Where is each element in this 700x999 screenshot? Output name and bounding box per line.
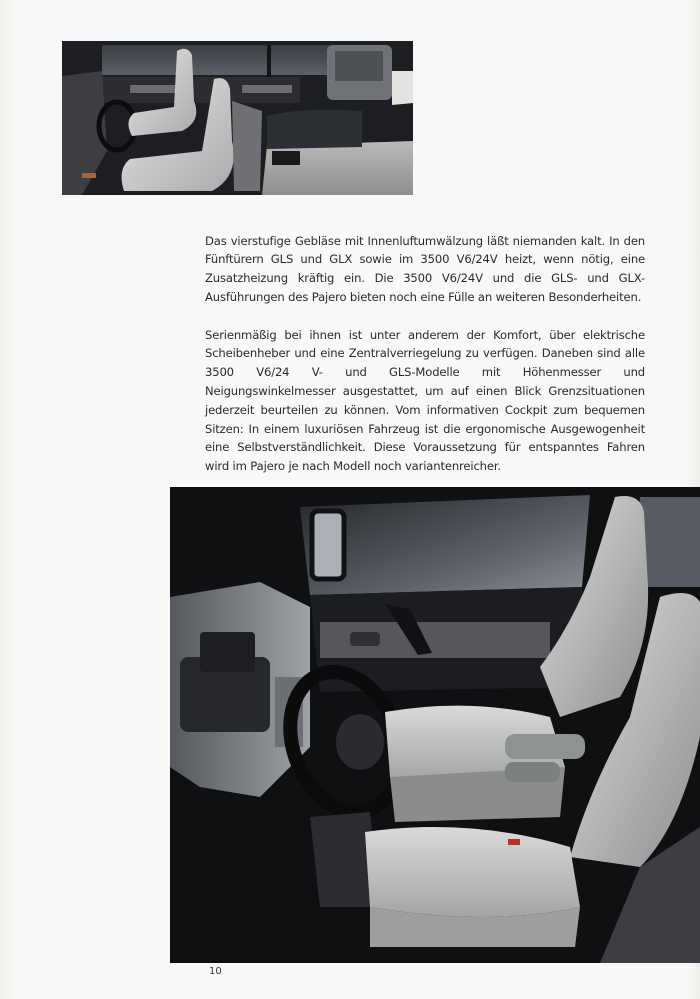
interior-side-photo	[62, 41, 413, 195]
paragraph-equipment: Serienmäßig bei ihnen ist unter anderem der Komfort, über elektrische Scheibenheber und eine Zentralverriegelung zu verfügen. Daneben sind alle 3500 V6/24 V- und GLS-Modelle mit Höhenmesser und Neigungswinkelmesser ausgestattet, um auf einen Blick Grenzsituationen jederzeit beurteilen zu können. Vom informativen Cockpit zum bequemen Sitzen: In einem luxuriösen Fahrzeug ist die ergonomische Ausgewogenheit eine Selbstverständlichkeit. Diese Voraussetzung für entspanntes Fahren wird im Pajero je nach Modell noch variantenreicher.	[205, 327, 645, 474]
cockpit-photo	[170, 487, 700, 963]
page-number: 10	[209, 966, 222, 977]
paragraph-heating: Das vierstufige Gebläse mit Innenluftumwälzung läßt niemanden kalt. In den Fünftürern GLS und GLX sowie im 3500 V6/24V heizt, wenn nötig, eine Zusatzheizung kräftig ein. Die 3500 V6/24V und die GLS- und GLX-Ausführungen des Pajero bieten noch eine Fülle an weiteren Besonderheiten.	[205, 233, 645, 304]
